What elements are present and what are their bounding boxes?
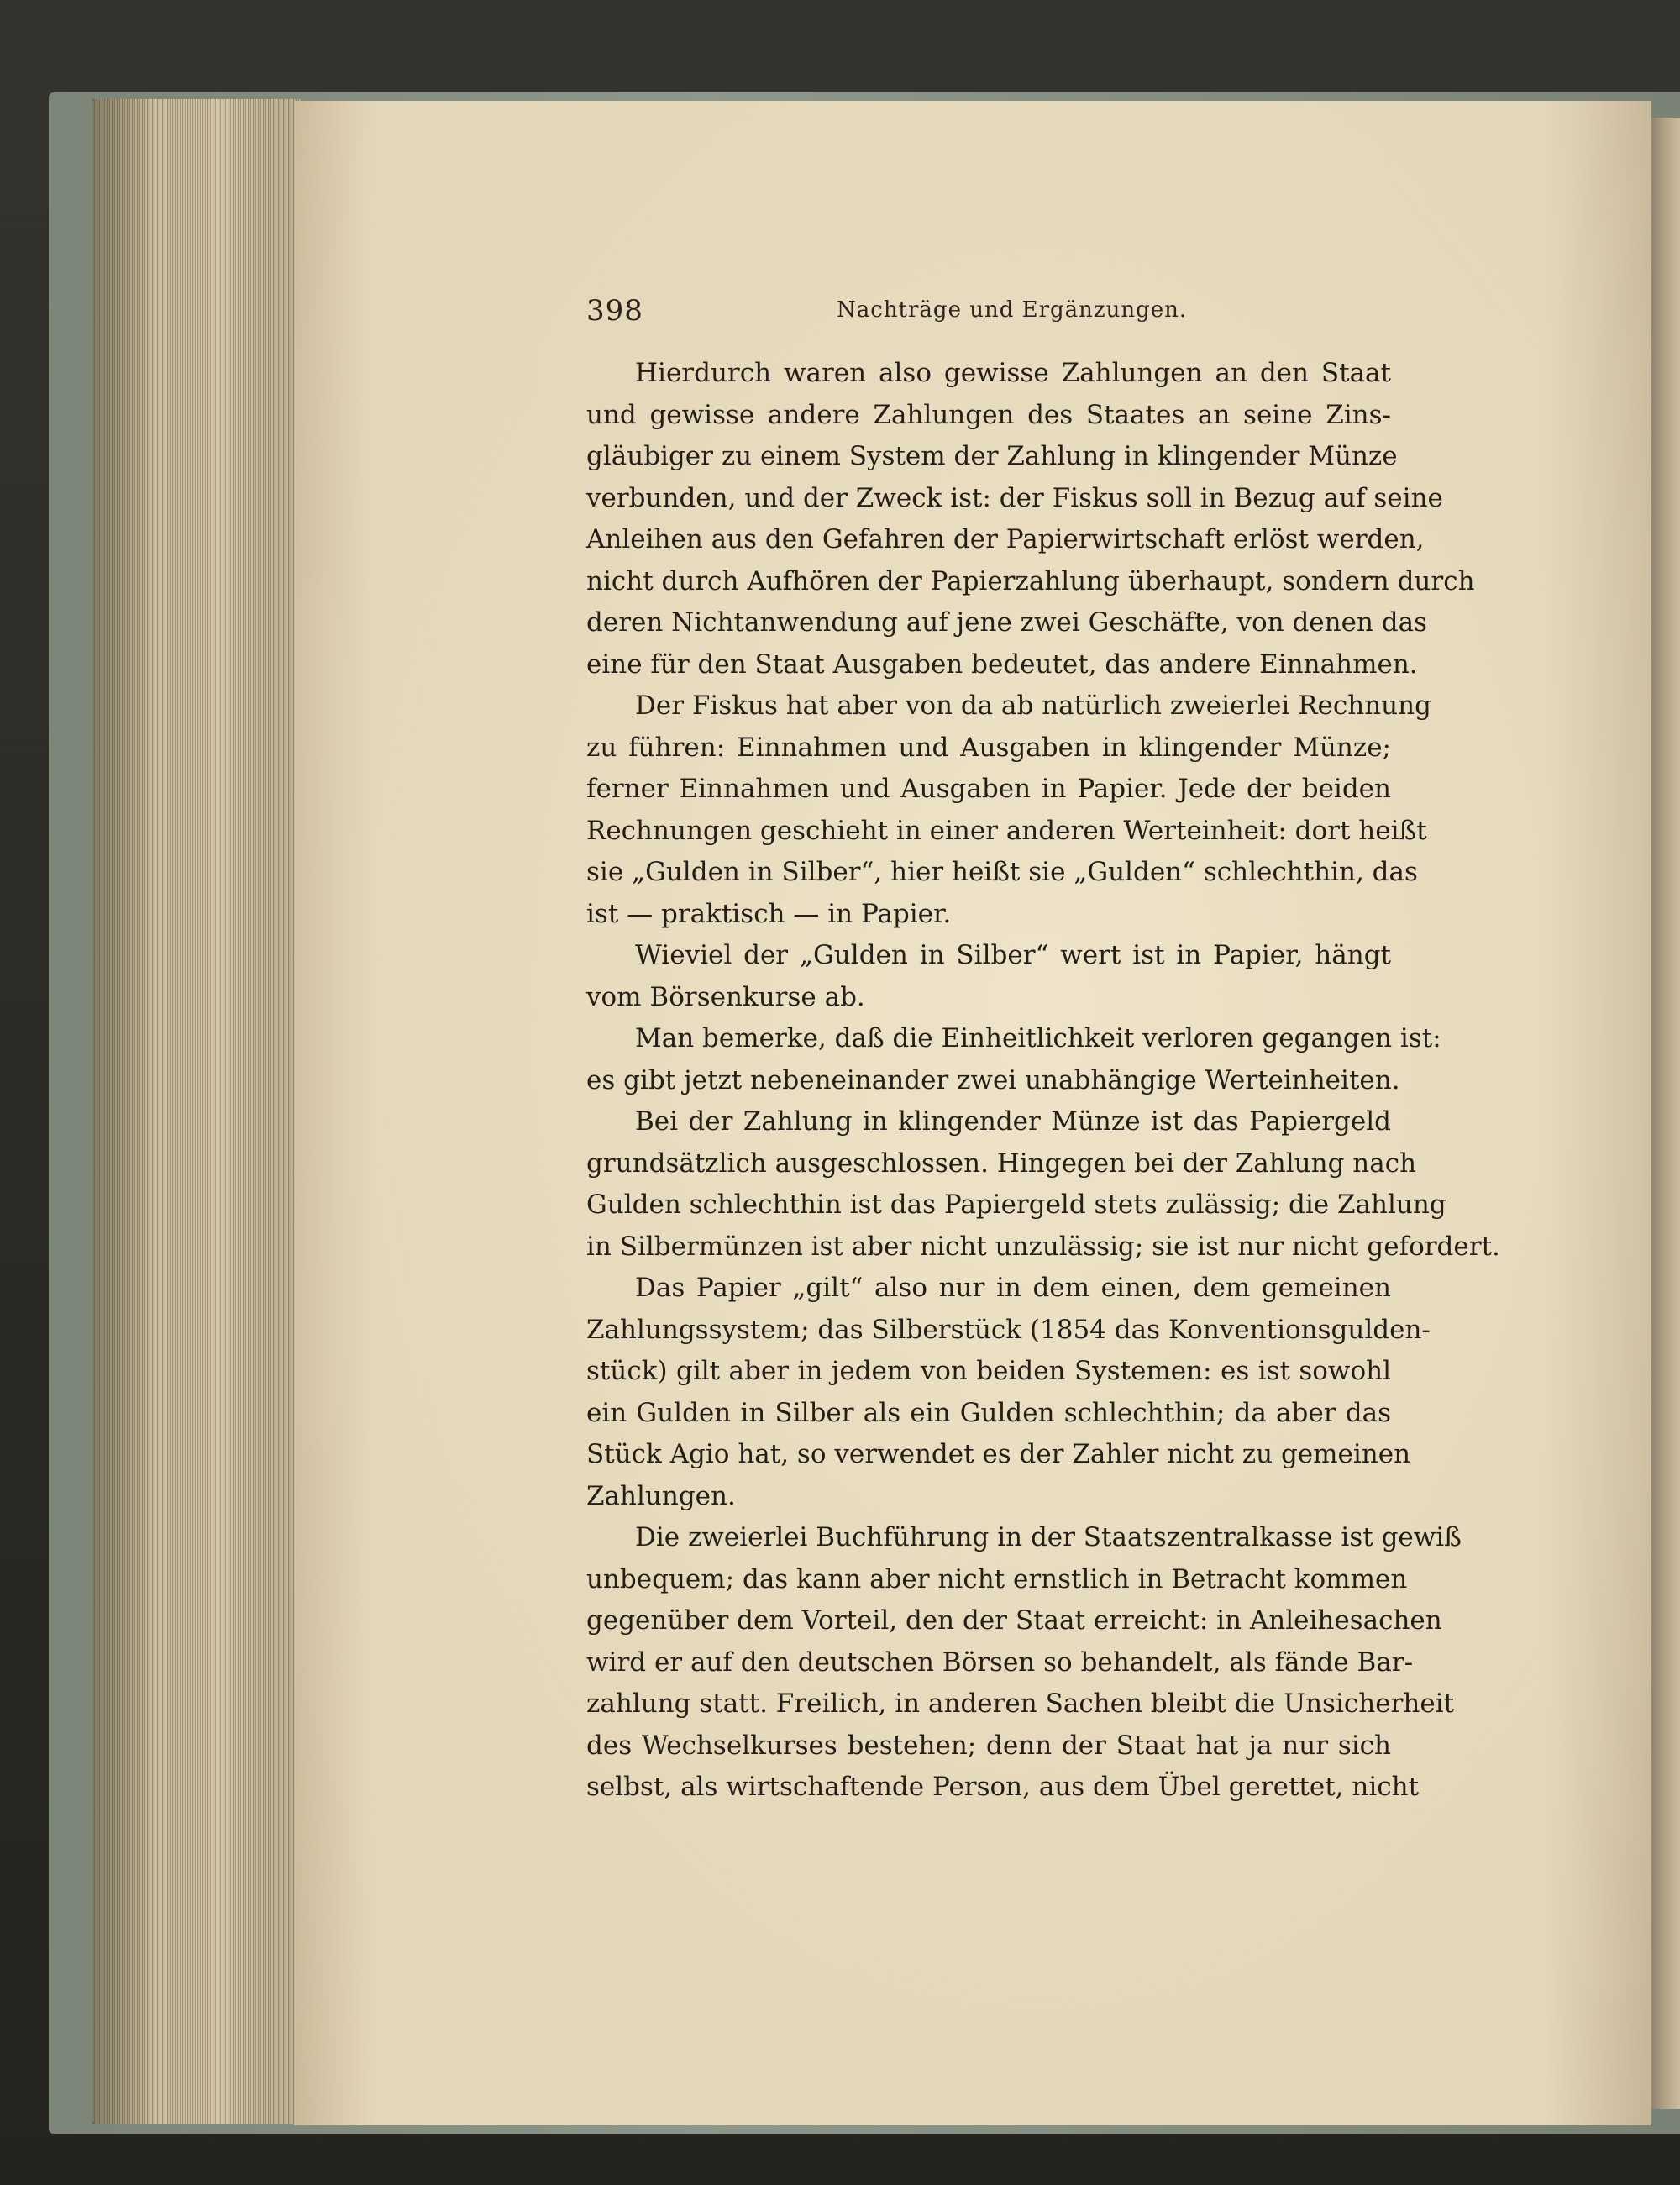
text-line: vom Börsenkurse ab. xyxy=(586,981,865,1012)
running-head xyxy=(586,294,1208,336)
text-line: Das Papier „gilt“ also nur in dem einen, dem gemeinen xyxy=(635,1273,1391,1303)
facing-page-gutter xyxy=(1651,118,1680,2109)
text-line: selbst, als wirtschaftende Person, aus dem Übel gerettet, nicht xyxy=(586,1772,1420,1802)
text-line: Bei der Zahlung in klingender Münze ist das Papiergeld xyxy=(635,1106,1391,1137)
text-line: Hierdurch waren also gewisse Zahlungen an den Staat xyxy=(635,358,1391,388)
text-line: Man bemerke, daß die Einheitlichkeit verloren gegangen ist: xyxy=(635,1023,1441,1053)
text-line: Der Fiskus hat aber von da ab natürlich zweierlei Rechnung xyxy=(635,691,1431,721)
text-line: in Silbermünzen ist aber nicht unzulässig; sie ist nur nicht gefordert. xyxy=(586,1231,1500,1262)
running-title: Nachträge und Ergänzungen. xyxy=(837,297,1188,323)
text-line: unbequem; das kann aber nicht ernstlich in Betracht kommen xyxy=(586,1563,1408,1594)
text-line: zu führen: Einnahmen und Ausgaben in klingender Münze; xyxy=(586,732,1391,763)
text-line: stück) gilt aber in jedem von beiden Systemen: es ist sowohl xyxy=(586,1356,1391,1386)
text-line: Rechnungen geschieht in einer anderen Werteinheit: dort heißt xyxy=(586,815,1427,846)
text-line: und gewisse andere Zahlungen des Staates an seine Zins- xyxy=(586,399,1391,430)
text-line: des Wechselkurses bestehen; denn der Staat hat ja nur sich xyxy=(586,1730,1391,1761)
text-line: gegenüber dem Vorteil, den der Staat erreicht: in Anleihesachen xyxy=(586,1605,1442,1636)
page-edges xyxy=(92,99,302,2124)
text-line: zahlung statt. Freilich, in anderen Sachen bleibt die Unsicherheit xyxy=(586,1689,1455,1719)
text-line: sie „Gulden in Silber“, hier heißt sie „Gulden“ schlechthin, das xyxy=(586,857,1418,887)
text-line: deren Nichtanwendung auf jene zwei Geschäfte, von denen das xyxy=(586,607,1428,638)
text-line: Die zweierlei Buchführung in der Staatszentralkasse ist gewiß xyxy=(635,1522,1462,1552)
body-text xyxy=(586,353,1500,1809)
text-line: Zahlungen. xyxy=(586,1480,736,1511)
text-line: eine für den Staat Ausgaben bedeutet, das andere Einnahmen. xyxy=(586,649,1418,680)
text-line: Zahlungssystem; das Silberstück (1854 das Konventionsgulden- xyxy=(586,1314,1431,1345)
text-line: Stück Agio hat, so verwendet es der Zahler nicht zu gemeinen xyxy=(586,1439,1411,1469)
text-line: Gulden schlechthin ist das Papiergeld stets zulässig; die Zahlung xyxy=(586,1190,1446,1220)
text-line: ist — praktisch — in Papier. xyxy=(586,898,952,929)
page-number: 398 xyxy=(586,294,643,328)
text-line: ein Gulden in Silber als ein Gulden schlechthin; da aber das xyxy=(586,1397,1391,1428)
text-line: ferner Einnahmen und Ausgaben in Papier. Jede der beiden xyxy=(586,774,1391,804)
text-line: es gibt jetzt nebeneinander zwei unabhängige Werteinheiten. xyxy=(586,1064,1400,1095)
text-line: wird er auf den deutschen Börsen so behandelt, als fände Bar- xyxy=(586,1647,1414,1678)
text-line: Wieviel der „Gulden in Silber“ wert ist in Papier, hängt xyxy=(635,940,1391,970)
text-line: Anleihen aus den Gefahren der Papierwirtschaft erlöst werden, xyxy=(586,524,1425,554)
text-line: grundsätzlich ausgeschlossen. Hingegen bei der Zahlung nach xyxy=(586,1148,1417,1179)
text-line: verbunden, und der Zweck ist: der Fiskus soll in Bezug auf seine xyxy=(586,482,1443,513)
text-line: nicht durch Aufhören der Papierzahlung überhaupt, sondern durch xyxy=(586,565,1475,596)
text-line: gläubiger zu einem System der Zahlung in klingender Münze xyxy=(586,441,1398,471)
